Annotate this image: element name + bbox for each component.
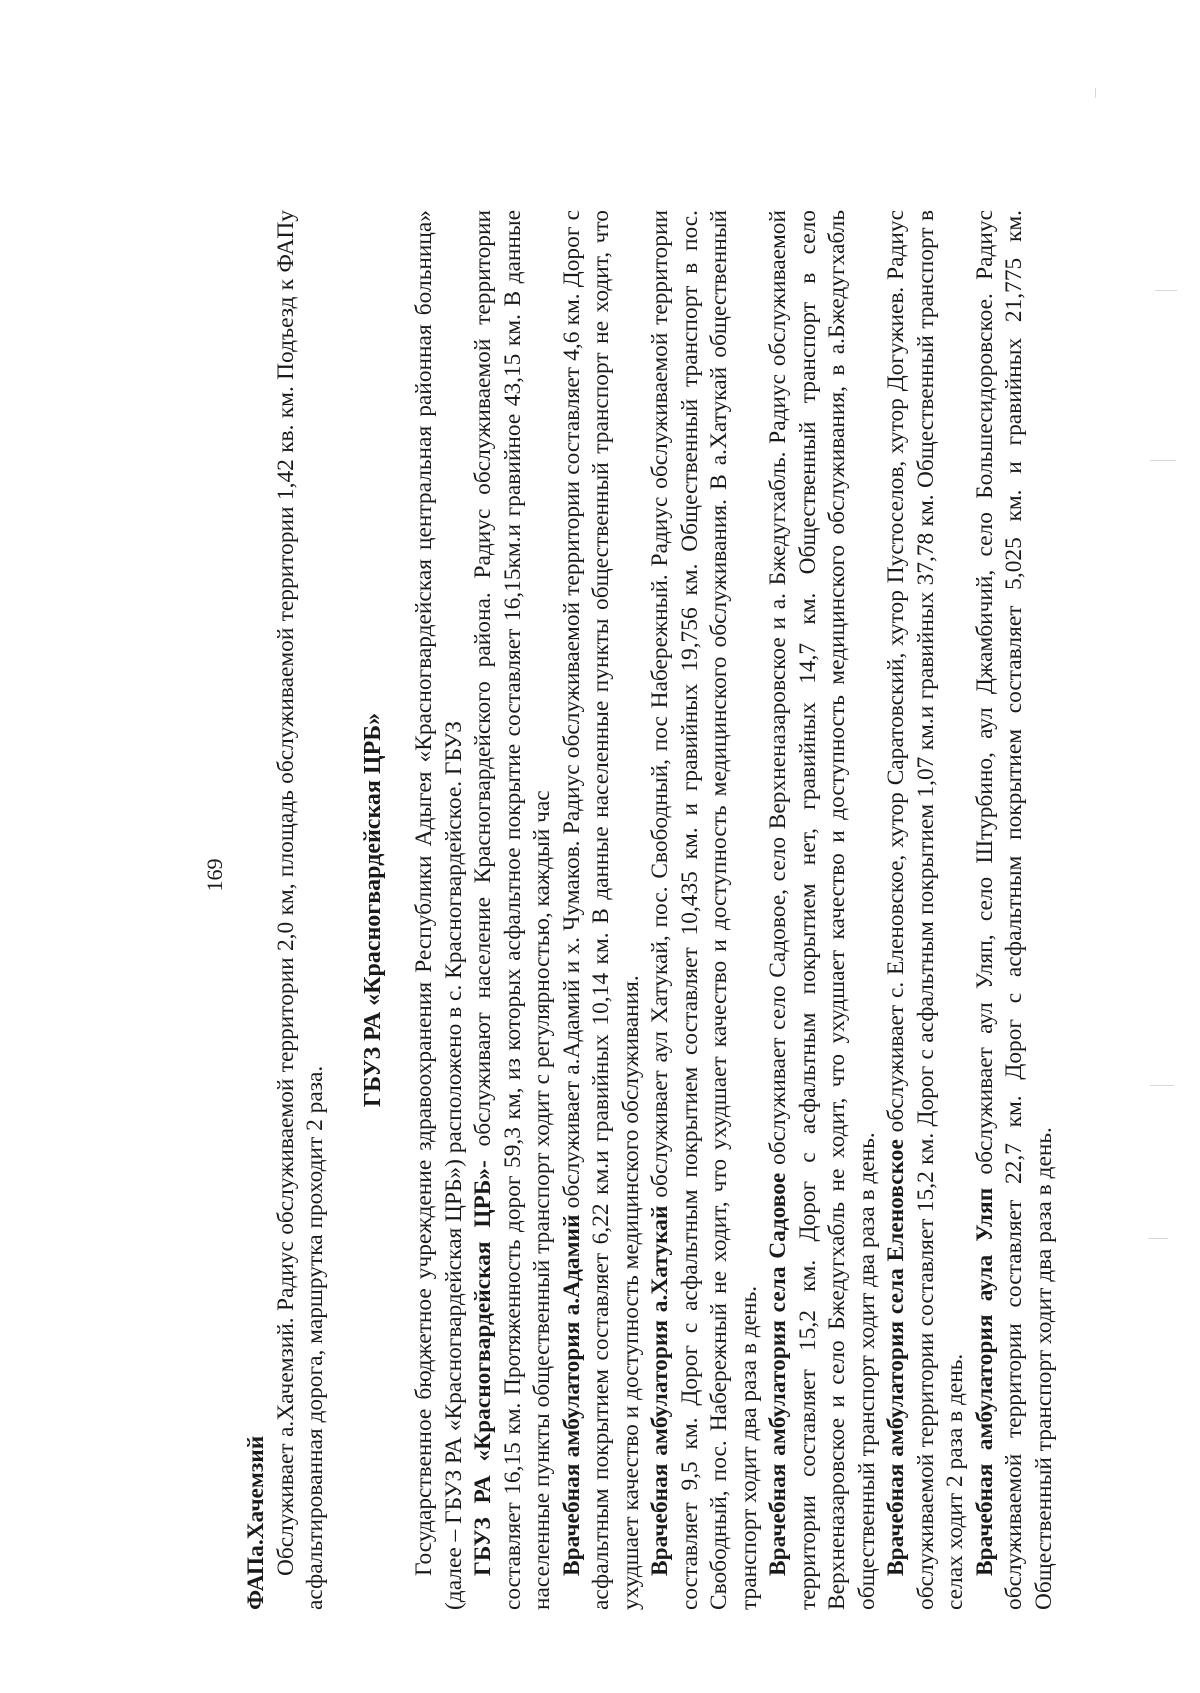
item-lead: Врачебная амбулатория села Садовое bbox=[765, 1172, 791, 1576]
item-paragraph-adamiy bbox=[558, 210, 647, 1610]
crb-paragraph bbox=[469, 210, 558, 1610]
scan-artifact bbox=[1095, 88, 1096, 98]
item-paragraph-ulyap bbox=[971, 210, 1060, 1610]
item-paragraph-sadovoe bbox=[764, 210, 882, 1610]
section-heading: ГБУЗ РА «Красногвардейская ЦРБ» bbox=[359, 712, 386, 1108]
scan-artifact bbox=[1150, 460, 1176, 461]
scan-artifact bbox=[1150, 1085, 1174, 1086]
intro-paragraph: Государственное бюджетное учреждение здравоохранения Республики Адыгея «Красногвардейская центральная районная больница» (далее – ГБУЗ РА «Красногвардейская ЦРБ») расположено в с. Красногвардейское. ГБУЗ bbox=[411, 210, 467, 1610]
item-text: обслуживает с. Еленовское, хутор Саратовский, хутор Пустоселов, хутор Догужиев. Радиус обслуживаемой территории составляет 15,2 км. Дорог с асфальтным покрытием 1,07 км.и гравийных 37,78 км. Общественный транспорт в селах ходит 2 раза в день. bbox=[883, 209, 968, 1610]
page-number: 169 bbox=[202, 858, 227, 892]
rotated-page-content bbox=[170, 110, 1057, 1640]
item-text: обслуживает село Садовое, село Верхненазаровское и а. Бжедугхабль. Радиус обслуживаемой территории составляет 15,2 км. Дорог с асфальтным покрытием нет, гравийных 14,7 км. Общественный транспорт в село Верхненазаровское и село Бжедугхабль не ходит, что ухудшает качество и доступность медицинского обслуживания, в а.Бжедугхабль общественный транспорт ходит два раза в день. bbox=[765, 209, 880, 1610]
fap-paragraph: Обслуживает а.Хачемзий. Радиус обслуживаемой территории 2,0 км, площадь обслуживаемой территории 1,42 кв. км. Подъезд к ФАПу асфальтированная дорога, маршрутка проходит 2 раза. bbox=[272, 210, 328, 1610]
crb-text: обслуживают население Красногвардейского района. Радиус обслуживаемой территории составляет 16,15 км. Протяженность дорог 59,3 км, из которых асфальтное покрытие составляет 16,15км.и гравийное 43,15 км. В данные населенные пункты общественный транспорт ходит с регулярностью, каждый час bbox=[470, 210, 555, 1610]
item-lead: Врачебная амбулатория а.Хатукай bbox=[647, 1205, 673, 1576]
item-paragraph-khatukay bbox=[646, 210, 764, 1610]
scan-artifact bbox=[1155, 290, 1177, 291]
item-text: обслуживает аул Уляп, село Штурбино, аул Джамбичий, село Большесидоровское. Радиус обслуживаемой территории составляет 22,7 км. Дорог с асфальтным покрытием составляет 5,025 км. и гравийных 21,775 км. Общественный транспорт ходит два раза в день. bbox=[971, 210, 1057, 1610]
item-text: обслуживает аул Хатукай, пос. Свободный, пос Набережный. Радиус обслуживаемой территории составляет 9,5 км. Дорог с асфальтным покрытием составляет 10,435 км. и гравийных 19,756 км. Общественный транспорт в пос. Свободный, пос. Набережный не ходит, что ухудшает качество и доступность медицинского обслуживания. В а.Хатукай общественный транспорт ходит два раза в день. bbox=[647, 210, 762, 1610]
scan-artifact bbox=[1148, 1238, 1168, 1239]
fap-heading: ФАПа.Хачемзий bbox=[243, 1435, 269, 1610]
item-lead: Врачебная амбулатория аула Уляп bbox=[971, 1187, 998, 1576]
crb-lead: ГБУЗ РА «Красногвардейская ЦРБ»- bbox=[470, 1160, 496, 1576]
item-lead: Врачебная амбулатория села Еленовское bbox=[883, 1139, 909, 1576]
item-text: обслуживает а.Адамий и х. Чумаков. Радиус обслуживаемой территории составляет 4,6 км. Дорог с асфальтным покрытием составляет 6,22 км.и гравийных 10,14 км. В данные населенные пункты общественный транспорт не ходит, что ухудшает качество и доступность медицинского обслуживания. bbox=[558, 210, 644, 1610]
item-paragraph-elenovskoe bbox=[882, 210, 971, 1610]
page-body bbox=[242, 210, 1059, 1610]
item-lead: Врачебная амбулатория а.Адамий bbox=[558, 1214, 585, 1576]
